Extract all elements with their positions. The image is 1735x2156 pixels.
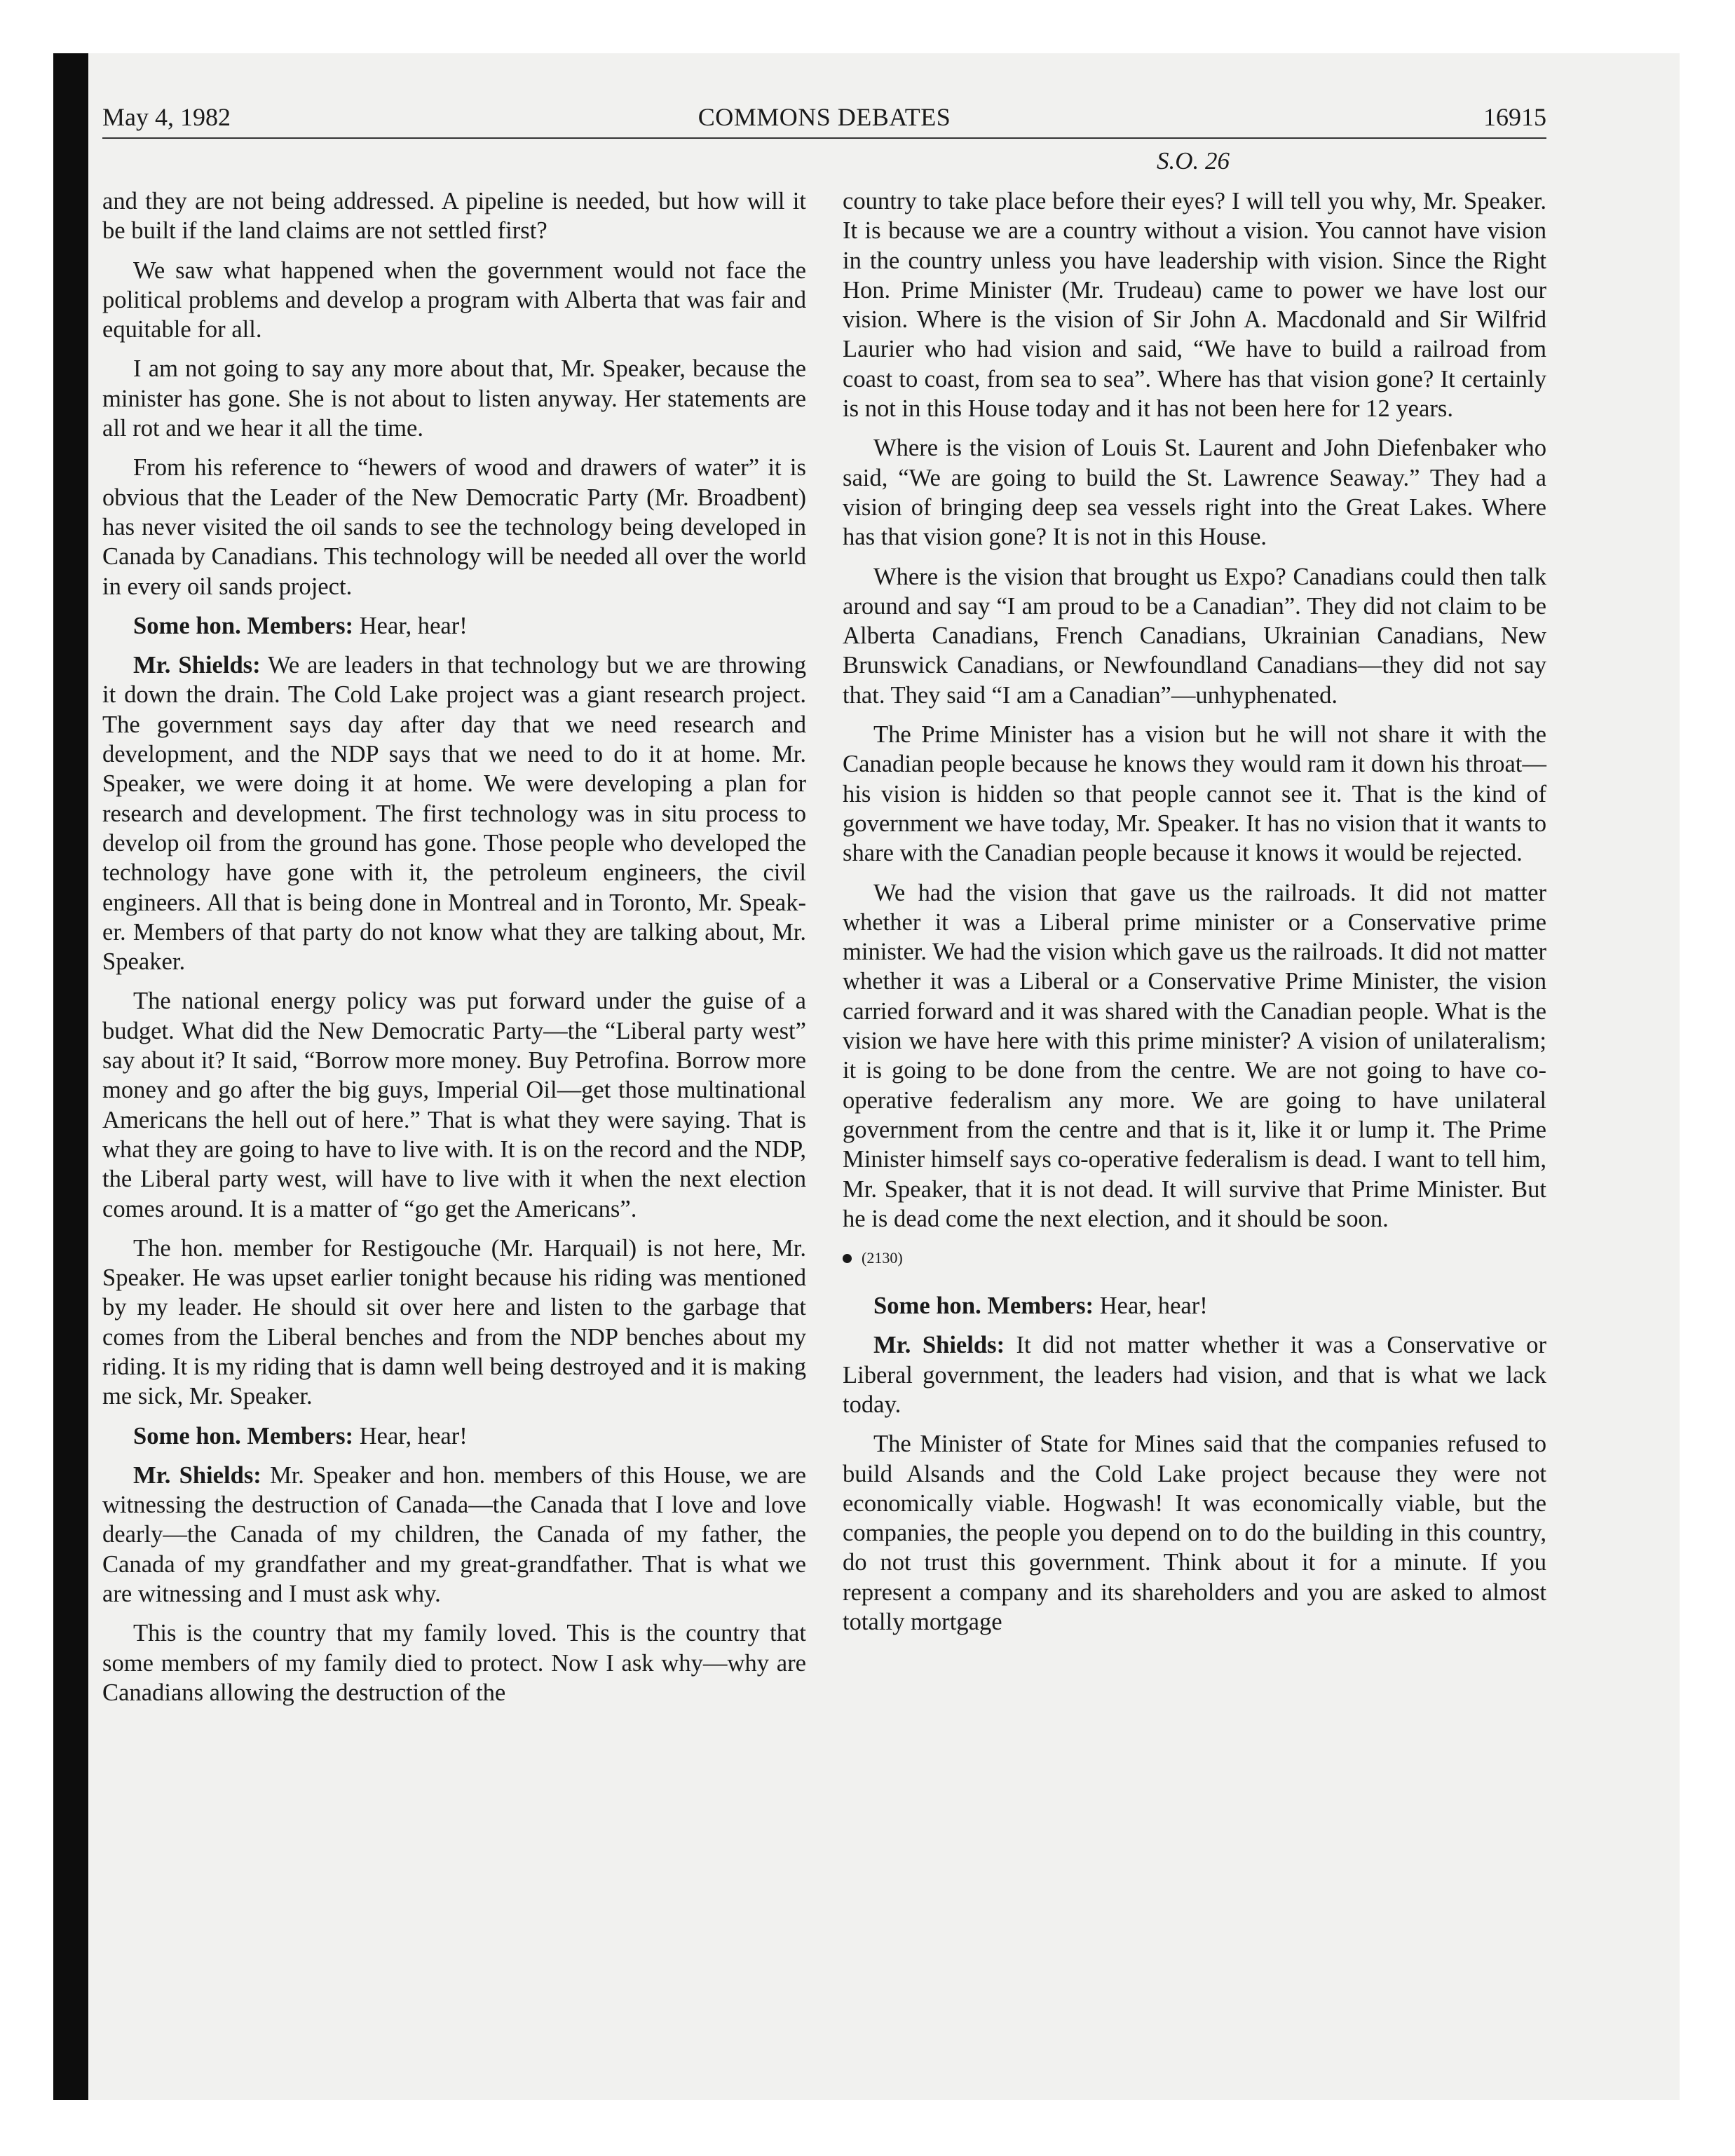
speech-paragraph [102,650,806,976]
section-reference: S.O. 26 [1157,147,1230,175]
right-column [843,186,1546,1646]
speaker-name: Some hon. Members: [133,1422,354,1449]
paragraph [102,986,806,1223]
paragraph-text: The hon. member for Restigouche (Mr. Harquail) is not here, Mr. Speaker. He was upset earlier tonight because his riding was mentioned by my leader. He should sit over here and listen to the garbage that comes from the Liberal benches and from the NDP benches about my riding. It is my riding that is damn well being destroyed and it is making me sick, Mr. Speaker. [102,1234,806,1410]
time-marker [843,1243,1546,1273]
paragraph [102,1618,806,1707]
paragraph-text: Hear, hear! [1094,1292,1208,1320]
speaker-name: Some hon. Members: [133,612,354,639]
paragraph [843,720,1546,868]
header-title: COMMONS DEBATES [698,103,951,131]
paragraph [102,256,806,345]
paragraph-text: The Minister of State for Mines said that the companies refused to build Alsands and the Cold Lake project because they were not economically viable. Hogwash! It was economically viable, but the companies, the people you depend on to do the building in this country, do not trust this government. Think about it for a minute. If you represent a company and its shareholders and you are asked to almost totally mortgage [843,1431,1546,1636]
paragraph-text: It did not matter whether it was a Conservative or Liberal government, the leaders had vision, and that is what we lack today. [843,1332,1546,1418]
paragraph-text: From his reference to “hewers of wood and drawers of water” it is obvious that the Leader of the New Democratic Party (Mr. Broadbent) has never visited the oil sands to see the technology being developed in Canada by Canadians. This technology will be needed all over the world in every oil sands project. [102,454,806,600]
speech-paragraph [102,1421,806,1451]
continued-paragraph [102,186,806,246]
paragraph [843,562,1546,710]
paragraph-text: Hear, hear! [353,612,468,639]
speech-paragraph [843,1330,1546,1419]
bullet-icon [843,1254,852,1263]
speech-paragraph [102,611,806,641]
speech-paragraph [843,1291,1546,1321]
paragraph-text: country to take place before their eyes? I will tell you why, Mr. Speaker. It is because we are a country without a vision. You cannot have vision in the country unless you have leadership with vision. Since the Right Hon. Prime Minister (Mr. Trudeau) came to power we have lost our vision. Where is the vision of Sir John A. Macdonald and Sir Wilfrid Laurier who had vision and said, “We have to build a railroad from coast to coast, from sea to sea”. Where has that vision gone? It certainly is not in this House today and it has not been here for 12 years. [843,188,1546,423]
paragraph-text: Where is the vision that brought us Expo? Canadians could then talk around and say “I am proud to be a Canadian”. They did not claim to be Alberta Canadians, French Canadians, Ukrainian Canadians, New Brunswick Canadians, or Newfoundland Canadians—they did not say that. They said “I am a Canadian”—unhyphenated. [843,563,1546,709]
paragraph [843,433,1546,552]
paragraph-text: Where is the vision of Louis St. Laurent and John Diefenbaker who said, “We are going to build the St. Lawrence Seaway.” They had a vision of bringing deep sea vessels right into the Great Lakes. Where has that vision gone? It is not in this House. [843,435,1546,551]
paragraph-text: We are leaders in that technology but we are throwing it down the drain. The Cold Lake project was a giant research project. The government says day after day that we need research and development, and the NDP says that we need to do it at home. Mr. Speaker, we were doing it at home. We were developing a plan for research and development. The first technology was in situ process to develop oil from the ground has gone. Those people who developed the technology have gone with it, the petroleum engineers, the civil engineers. All that is being done in Montreal and in Toronto, Mr. Speaker. Members of that party do not know what they are talking about, Mr. Speaker. [102,652,806,976]
paragraph-text: I am not going to say any more about that, Mr. Speaker, because the minister has gone. She is not about to listen anyway. Her statements are all rot and we hear it all the time. [102,355,806,442]
paragraph-text: We had the vision that gave us the railroads. It did not matter whether it was a Liberal prime minister or a Conservative prime minister. We had the vision which gave us the railroads. It did not matter whether it was a Liberal or a Conservative Prime Minister, the vision carried forward and it was shared with the Canadian people. What is the vision we have here with this prime minister? A vision of unilateralism; it is going to be done from the centre. We are not going to have co-operative federalism any more. We are going to have unilateral government from the centre and that is it, like it or lump it. The Prime Minister himself says co-operative federalism is dead. I want to tell him, Mr. Speaker, that it is not dead. It will survive that Prime Minister. But he is dead come the next election, and it should be soon. [843,879,1546,1232]
speaker-name: Some hon. Members: [873,1292,1094,1320]
left-column [102,186,806,1717]
paragraph-text: Mr. Speaker and hon. members of this House, we are witnessing the destruction of Canada—the Canada that I love and love dearly—the Canada of my children, the Canada of my father, the Canada of my grandfather and my great-grandfather. That is what we are witnessing and I must ask why. [102,1461,806,1608]
header-rule [102,137,1546,139]
scan-edge [53,53,88,2100]
time-marker-text: (2130) [862,1249,903,1267]
paragraph [843,1429,1546,1637]
speaker-name: Mr. Shields: [873,1332,1005,1359]
paragraph [843,878,1546,1234]
page-header [102,100,1546,135]
speech-paragraph [102,1461,806,1609]
speaker-name: Mr. Shields: [133,1461,261,1489]
header-date: May 4, 1982 [102,103,231,131]
paragraph-text: The Prime Minister has a vision but he will not share it with the Canadian people because he knows they would ram it down his throat—his vision is hidden so that people cannot see it. That is the kind of government we have today, Mr. Speaker. It has no vision that it wants to share with the Canadian people because it knows it would be rejected. [843,721,1546,867]
speaker-name: Mr. Shields: [133,652,261,679]
continued-paragraph [843,186,1546,423]
paragraph [102,354,806,443]
paragraph-text: This is the country that my family loved. This is the country that some members of my family died to protect. Now I ask why—why are Canadians allowing the destruction of the [102,1620,806,1706]
paragraph [102,1234,806,1412]
paragraph-text: The national energy policy was put forward under the guise of a budget. What did the New Democratic Party—the “Liberal party west” say about it? It said, “Borrow more money. Buy Petrofina. Borrow more money and go after the big guys, Imperial Oil—get those multinational Americans the hell out of here.” That is what they were saying. That is what they are going to have to live with. It is on the record and the NDP, the Liberal party west, will have to live with it when the next election comes around. It is a matter of “go get the Americans”. [102,988,806,1222]
paragraph-text: We saw what happened when the government would not face the political problems and develop a program with Alberta that was fair and equitable for all. [102,257,806,343]
header-page-number: 16915 [1483,103,1546,131]
paragraph-text: Hear, hear! [353,1422,468,1449]
paragraph [102,453,806,601]
paragraph-text: and they are not being addressed. A pipeline is needed, but how will it be built if the land claims are not settled first? [102,188,806,245]
